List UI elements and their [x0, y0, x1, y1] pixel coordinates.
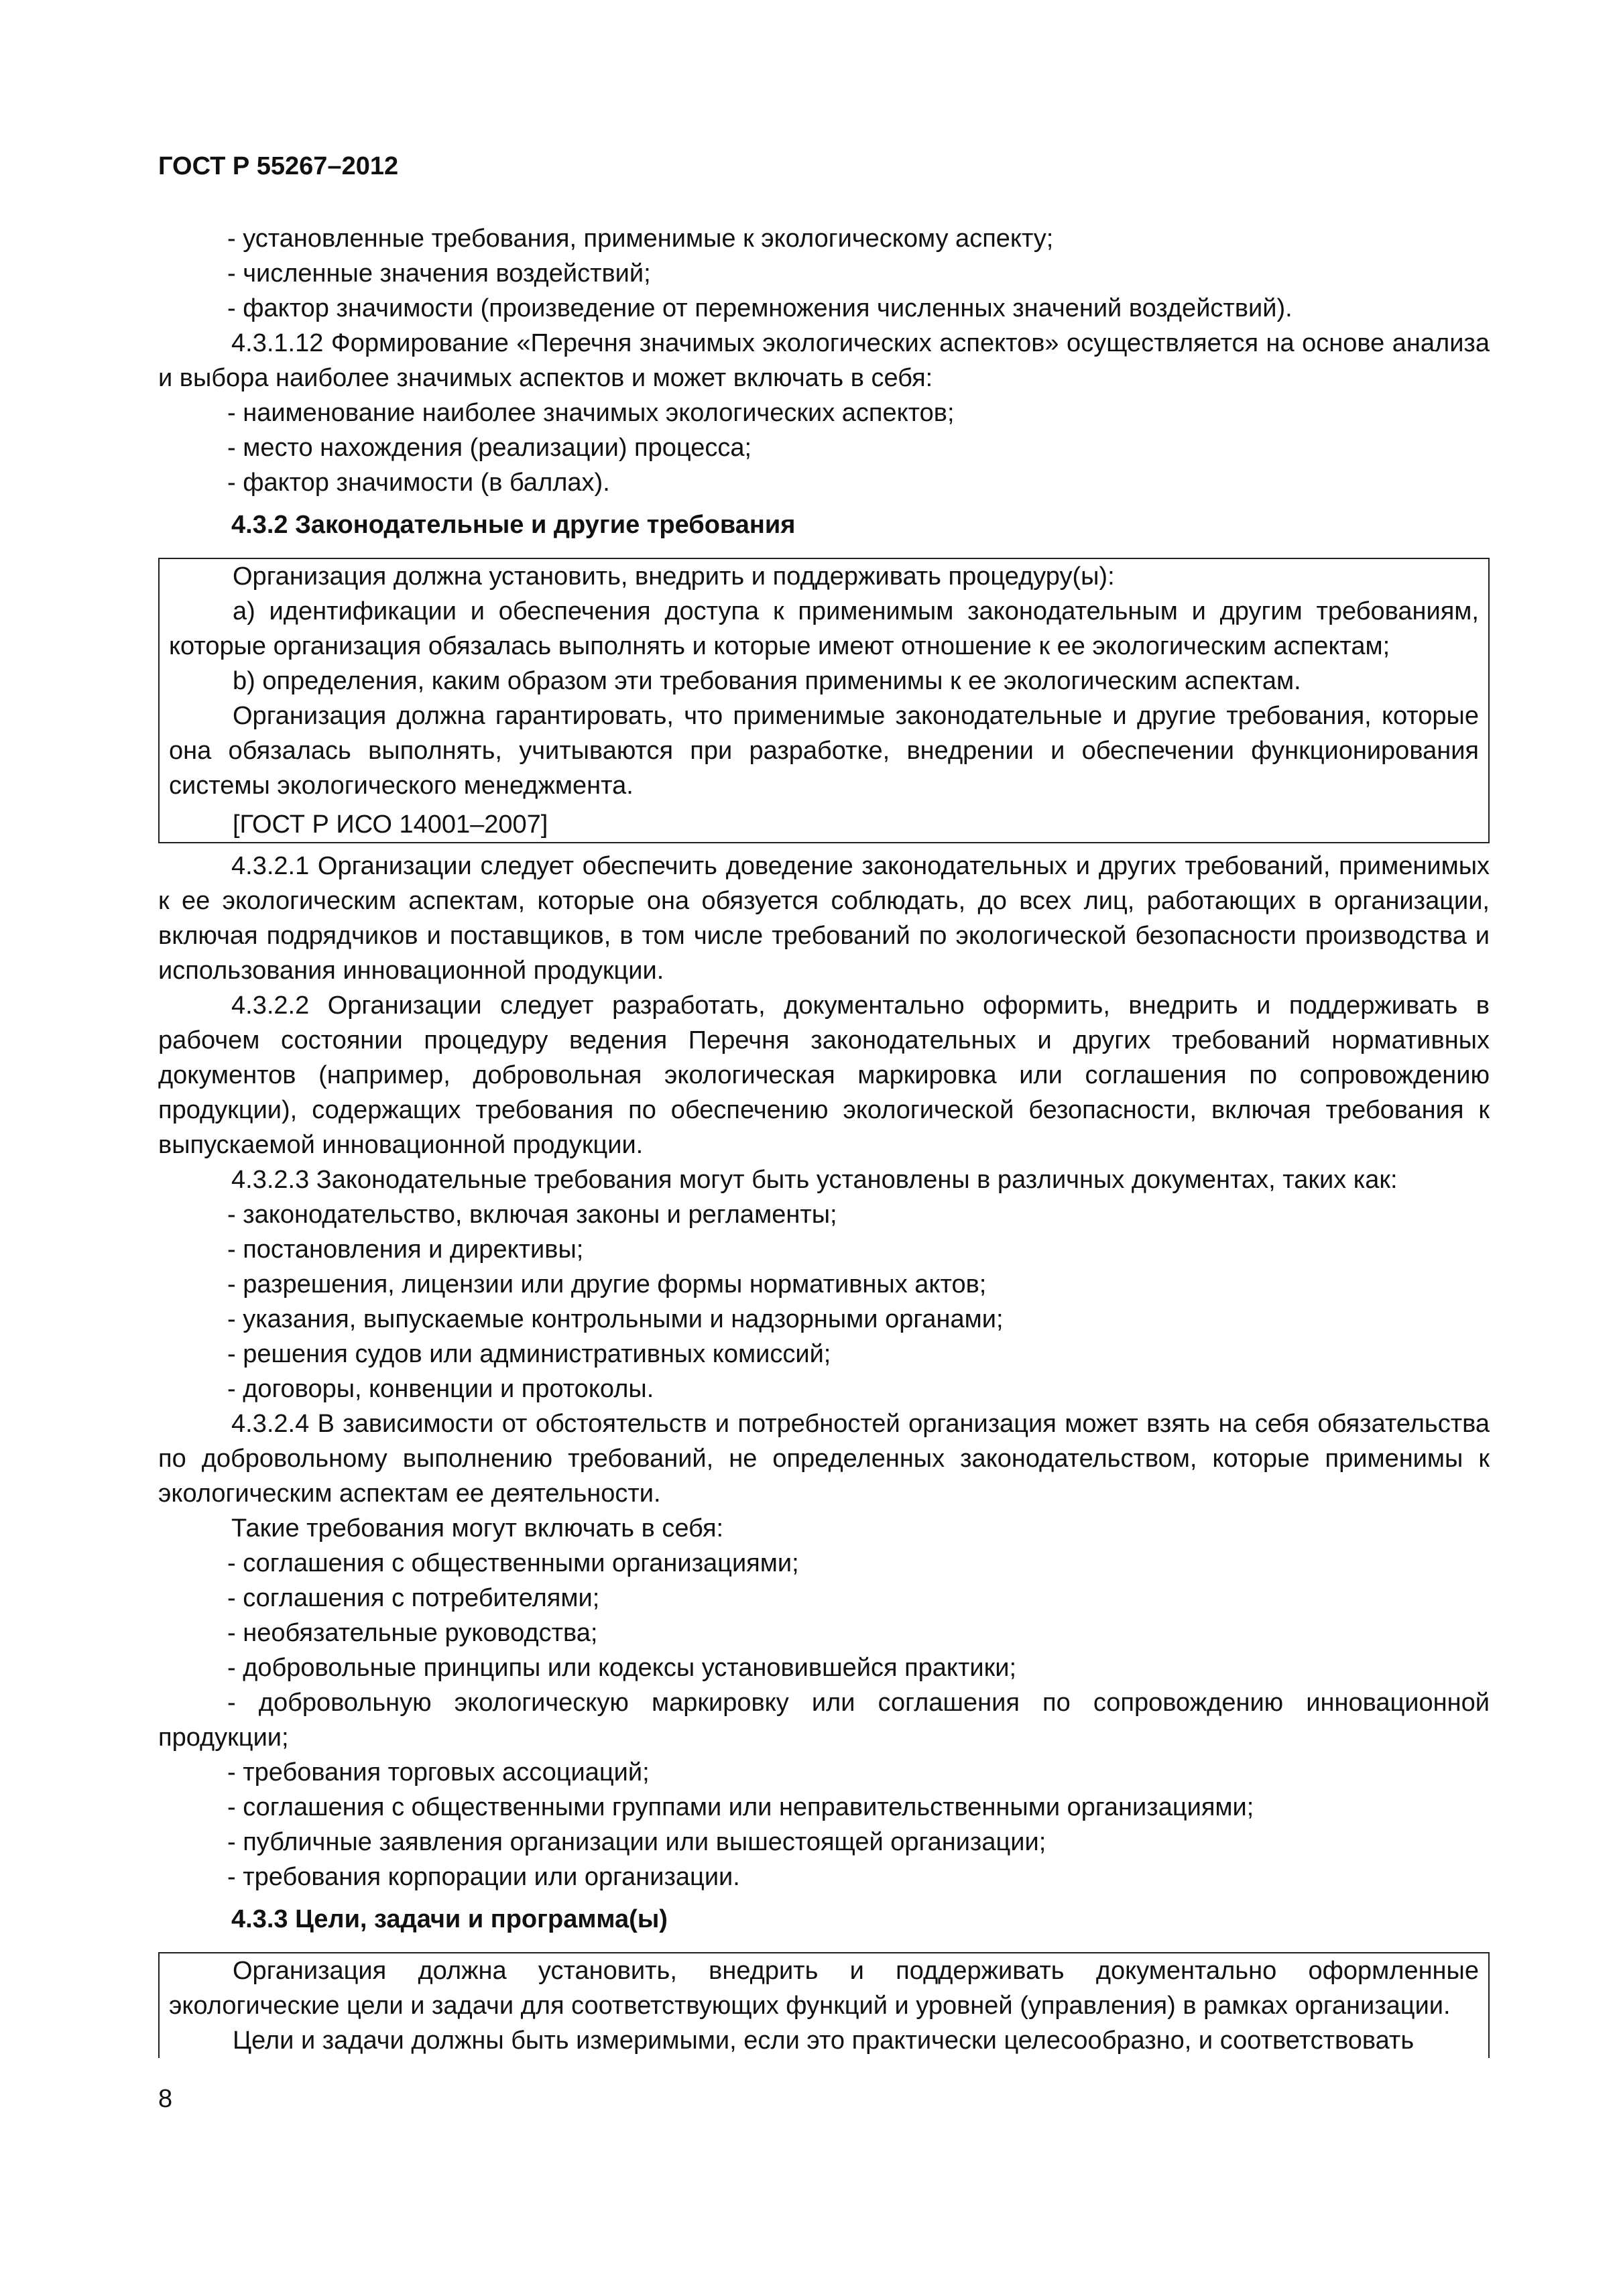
quoted-standard-box	[158, 1952, 1490, 2058]
box-paragraph: Цели и задачи должны быть измеримыми, если это практически целесообразно, и соответствовать	[233, 2027, 1415, 2055]
list-item: - место нахождения (реализации) процесса;	[227, 434, 752, 462]
list-item: - указания, выпускаемые контрольными и надзорными органами;	[227, 1305, 1004, 1333]
list-item: - разрешения, лицензии или другие формы нормативных актов;	[227, 1270, 987, 1298]
clause-4-3-2-2: 4.3.2.2 Организации следует разработать, документально оформить, внедрить и поддерживать в рабочем состоянии процедуру ведения Перечня законодательных и других требований нормативных документов (например, добровольная экологическая маркировка или соглашения по сопровождению продукции), содержащих требования по обеспечению экологической безопасности, включая требования к выпускаемой инновационной продукции.	[158, 991, 1490, 1159]
list-item: - законодательство, включая законы и регламенты;	[227, 1201, 837, 1229]
list-item: - постановления и директивы;	[227, 1235, 584, 1264]
list-item: - необязательные руководства;	[227, 1619, 598, 1647]
page-number: 8	[158, 2085, 173, 2113]
list-item: - требования торговых ассоциаций;	[227, 1758, 650, 1787]
section-heading-4-3-3: 4.3.3 Цели, задачи и программа(ы)	[231, 1905, 668, 1933]
list-item: - соглашения с общественными группами или неправительственными организациями;	[227, 1793, 1254, 1821]
box-source-reference: [ГОСТ Р ИСО 14001–2007]	[233, 810, 548, 839]
box-paragraph: а) идентификации и обеспечения доступа к применимым законодательным и другим требованиям, которые организация обязалась выполнять и которые имеют отношение к ее экологическим аспектам;	[169, 597, 1479, 660]
list-item: - установленные требования, применимые к экологическому аспекту;	[227, 225, 1054, 253]
clause-4-3-2-4: 4.3.2.4 В зависимости от обстоятельств и потребностей организация может взять на себя обязательства по добровольному выполнению требований, не определенных законодательством, которые применимы к экологическим аспектам ее деятельности.	[158, 1410, 1490, 1508]
document-header: ГОСТ Р 55267–2012	[158, 152, 399, 180]
section-heading-4-3-2: 4.3.2 Законодательные и другие требования	[231, 511, 796, 539]
list-item: - соглашения с общественными организациями;	[227, 1549, 799, 1577]
list-item: - наименование наиболее значимых экологических аспектов;	[227, 399, 955, 427]
clause-4-3-1-12: 4.3.1.12 Формирование «Перечня значимых экологических аспектов» осуществляется на основе анализа и выбора наиболее значимых аспектов и может включать в себя:	[158, 329, 1490, 392]
list-item: - добровольные принципы или кодексы установившейся практики;	[227, 1654, 1017, 1682]
box-paragraph: Организация должна гарантировать, что применимые законодательные и другие требования, которые она обязалась выполнять, учитываются при разработке, внедрении и обеспечении функционирования системы экологического менеджмента.	[169, 702, 1479, 800]
list-item: - добровольную экологическую маркировку или соглашения по сопровождению инновационной продукции;	[158, 1689, 1490, 1752]
list-item: - договоры, конвенции и протоколы.	[227, 1375, 654, 1403]
list-item: - соглашения с потребителями;	[227, 1584, 600, 1612]
list-item: - требования корпорации или организации.	[227, 1863, 740, 1891]
list-item: - численные значения воздействий;	[227, 259, 651, 288]
list-item: - решения судов или административных комиссий;	[227, 1340, 831, 1368]
content-flow	[158, 221, 1490, 2058]
box-paragraph: b) определения, каким образом эти требования применимы к ее экологическим аспектам.	[233, 667, 1301, 695]
paragraph: Такие требования могут включать в себя:	[231, 1514, 724, 1543]
clause-4-3-2-3: 4.3.2.3 Законодательные требования могут быть установлены в различных документах, таких как:	[231, 1166, 1398, 1194]
list-item: - публичные заявления организации или вышестоящей организации;	[227, 1828, 1046, 1856]
box-paragraph: Организация должна установить, внедрить и поддерживать документально оформленные экологические цели и задачи для соответствующих функций и уровней (управления) в рамках организации.	[169, 1957, 1479, 2020]
quoted-standard-box	[158, 558, 1490, 843]
clause-4-3-2-1: 4.3.2.1 Организации следует обеспечить доведение законодательных и других требований, применимых к ее экологическим аспектам, которые она обязуется соблюдать, до всех лиц, работающих в организации, включая подрядчиков и поставщиков, в том числе требований по экологической безопасности производства и использования инновационной продукции.	[158, 852, 1490, 985]
list-item: - фактор значимости (произведение от перемножения численных значений воздействий).	[227, 294, 1293, 322]
list-item: - фактор значимости (в баллах).	[227, 469, 610, 497]
box-paragraph: Организация должна установить, внедрить и поддерживать процедуру(ы):	[233, 562, 1115, 591]
